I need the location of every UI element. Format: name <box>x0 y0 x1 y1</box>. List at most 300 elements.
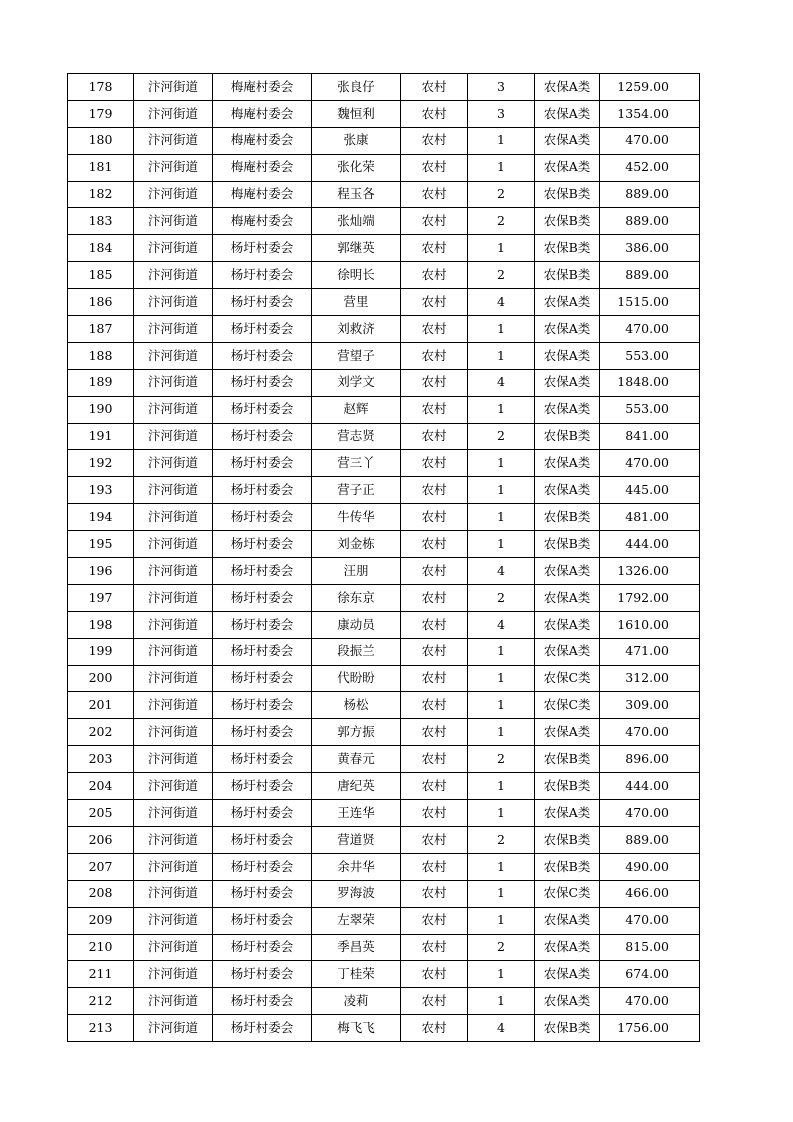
cell-insurance-category: 农保A类 <box>535 800 600 827</box>
cell-name: 张康 <box>312 127 401 154</box>
cell-name: 赵辉 <box>312 396 401 423</box>
cell-serial-no: 204 <box>68 773 134 800</box>
cell-area-type: 农村 <box>401 1015 468 1042</box>
cell-household-size: 1 <box>468 719 535 746</box>
cell-area-type: 农村 <box>401 853 468 880</box>
cell-subdistrict: 汴河街道 <box>134 584 213 611</box>
cell-serial-no: 202 <box>68 719 134 746</box>
cell-serial-no: 198 <box>68 611 134 638</box>
cell-amount: 470.00 <box>600 316 700 343</box>
cell-serial-no: 181 <box>68 154 134 181</box>
cell-name: 营道贤 <box>312 826 401 853</box>
cell-area-type: 农村 <box>401 504 468 531</box>
cell-serial-no: 186 <box>68 289 134 316</box>
table-row <box>68 558 700 585</box>
cell-serial-no: 207 <box>68 853 134 880</box>
data-table <box>67 73 700 1042</box>
cell-serial-no: 213 <box>68 1015 134 1042</box>
cell-amount: 1756.00 <box>600 1015 700 1042</box>
cell-subdistrict: 汴河街道 <box>134 504 213 531</box>
cell-serial-no: 203 <box>68 746 134 773</box>
cell-serial-no: 199 <box>68 638 134 665</box>
cell-village-committee: 杨圩村委会 <box>213 558 312 585</box>
cell-household-size: 4 <box>468 289 535 316</box>
cell-amount: 1610.00 <box>600 611 700 638</box>
cell-amount: 470.00 <box>600 450 700 477</box>
cell-area-type: 农村 <box>401 74 468 101</box>
cell-area-type: 农村 <box>401 127 468 154</box>
cell-household-size: 1 <box>468 665 535 692</box>
cell-village-committee: 杨圩村委会 <box>213 665 312 692</box>
cell-subdistrict: 汴河街道 <box>134 74 213 101</box>
cell-area-type: 农村 <box>401 907 468 934</box>
cell-amount: 445.00 <box>600 477 700 504</box>
cell-insurance-category: 农保C类 <box>535 665 600 692</box>
cell-household-size: 2 <box>468 584 535 611</box>
cell-household-size: 1 <box>468 504 535 531</box>
cell-subdistrict: 汴河街道 <box>134 692 213 719</box>
cell-insurance-category: 农保C类 <box>535 692 600 719</box>
cell-household-size: 1 <box>468 638 535 665</box>
cell-subdistrict: 汴河街道 <box>134 235 213 262</box>
cell-name: 段振兰 <box>312 638 401 665</box>
cell-name: 余井华 <box>312 853 401 880</box>
cell-area-type: 农村 <box>401 692 468 719</box>
cell-area-type: 农村 <box>401 423 468 450</box>
cell-village-committee: 杨圩村委会 <box>213 450 312 477</box>
cell-serial-no: 184 <box>68 235 134 262</box>
cell-insurance-category: 农保A类 <box>535 584 600 611</box>
cell-serial-no: 201 <box>68 692 134 719</box>
cell-area-type: 农村 <box>401 262 468 289</box>
table-row <box>68 665 700 692</box>
cell-household-size: 1 <box>468 907 535 934</box>
cell-household-size: 1 <box>468 800 535 827</box>
cell-subdistrict: 汴河街道 <box>134 853 213 880</box>
cell-household-size: 3 <box>468 74 535 101</box>
cell-subdistrict: 汴河街道 <box>134 369 213 396</box>
cell-village-committee: 杨圩村委会 <box>213 988 312 1015</box>
table-row <box>68 181 700 208</box>
table-row <box>68 961 700 988</box>
table-row <box>68 531 700 558</box>
table-row <box>68 127 700 154</box>
cell-subdistrict: 汴河街道 <box>134 450 213 477</box>
cell-serial-no: 195 <box>68 531 134 558</box>
cell-area-type: 农村 <box>401 665 468 692</box>
cell-serial-no: 192 <box>68 450 134 477</box>
cell-amount: 471.00 <box>600 638 700 665</box>
cell-household-size: 4 <box>468 1015 535 1042</box>
cell-area-type: 农村 <box>401 369 468 396</box>
cell-area-type: 农村 <box>401 316 468 343</box>
cell-amount: 896.00 <box>600 746 700 773</box>
cell-insurance-category: 农保B类 <box>535 235 600 262</box>
table-row <box>68 1015 700 1042</box>
cell-insurance-category: 农保A类 <box>535 369 600 396</box>
cell-insurance-category: 农保A类 <box>535 558 600 585</box>
cell-subdistrict: 汴河街道 <box>134 746 213 773</box>
table-row <box>68 100 700 127</box>
cell-village-committee: 梅庵村委会 <box>213 127 312 154</box>
cell-insurance-category: 农保A类 <box>535 289 600 316</box>
cell-amount: 481.00 <box>600 504 700 531</box>
cell-insurance-category: 农保A类 <box>535 988 600 1015</box>
table-row <box>68 208 700 235</box>
cell-serial-no: 178 <box>68 74 134 101</box>
cell-subdistrict: 汴河街道 <box>134 907 213 934</box>
cell-subdistrict: 汴河街道 <box>134 208 213 235</box>
cell-serial-no: 206 <box>68 826 134 853</box>
cell-amount: 1326.00 <box>600 558 700 585</box>
cell-subdistrict: 汴河街道 <box>134 1015 213 1042</box>
cell-insurance-category: 农保A类 <box>535 316 600 343</box>
cell-insurance-category: 农保B类 <box>535 262 600 289</box>
cell-household-size: 2 <box>468 181 535 208</box>
cell-amount: 815.00 <box>600 934 700 961</box>
cell-area-type: 农村 <box>401 934 468 961</box>
cell-name: 郭继英 <box>312 235 401 262</box>
cell-insurance-category: 农保B类 <box>535 773 600 800</box>
cell-name: 魏恒利 <box>312 100 401 127</box>
cell-amount: 889.00 <box>600 262 700 289</box>
cell-insurance-category: 农保A类 <box>535 638 600 665</box>
cell-amount: 444.00 <box>600 773 700 800</box>
cell-area-type: 农村 <box>401 100 468 127</box>
cell-insurance-category: 农保B类 <box>535 504 600 531</box>
cell-household-size: 1 <box>468 773 535 800</box>
cell-insurance-category: 农保C类 <box>535 880 600 907</box>
cell-serial-no: 211 <box>68 961 134 988</box>
cell-insurance-category: 农保A类 <box>535 934 600 961</box>
cell-amount: 470.00 <box>600 127 700 154</box>
cell-household-size: 1 <box>468 316 535 343</box>
cell-household-size: 2 <box>468 826 535 853</box>
cell-name: 张灿端 <box>312 208 401 235</box>
cell-insurance-category: 农保A类 <box>535 127 600 154</box>
cell-household-size: 1 <box>468 450 535 477</box>
cell-area-type: 农村 <box>401 342 468 369</box>
cell-serial-no: 180 <box>68 127 134 154</box>
cell-insurance-category: 农保B类 <box>535 826 600 853</box>
table-row <box>68 504 700 531</box>
cell-amount: 553.00 <box>600 396 700 423</box>
cell-name: 梅飞飞 <box>312 1015 401 1042</box>
cell-serial-no: 197 <box>68 584 134 611</box>
cell-area-type: 农村 <box>401 477 468 504</box>
cell-village-committee: 梅庵村委会 <box>213 74 312 101</box>
cell-amount: 1354.00 <box>600 100 700 127</box>
cell-village-committee: 杨圩村委会 <box>213 504 312 531</box>
table-row <box>68 235 700 262</box>
cell-subdistrict: 汴河街道 <box>134 396 213 423</box>
cell-insurance-category: 农保A类 <box>535 154 600 181</box>
table-row <box>68 477 700 504</box>
cell-household-size: 1 <box>468 853 535 880</box>
table-row <box>68 584 700 611</box>
table-row <box>68 611 700 638</box>
cell-insurance-category: 农保B类 <box>535 853 600 880</box>
cell-name: 营望子 <box>312 342 401 369</box>
cell-name: 营子正 <box>312 477 401 504</box>
cell-serial-no: 191 <box>68 423 134 450</box>
cell-area-type: 农村 <box>401 611 468 638</box>
cell-serial-no: 189 <box>68 369 134 396</box>
cell-household-size: 1 <box>468 154 535 181</box>
table-row <box>68 773 700 800</box>
cell-subdistrict: 汴河街道 <box>134 531 213 558</box>
cell-insurance-category: 农保A类 <box>535 450 600 477</box>
table-row <box>68 638 700 665</box>
cell-serial-no: 212 <box>68 988 134 1015</box>
cell-insurance-category: 农保B类 <box>535 1015 600 1042</box>
cell-subdistrict: 汴河街道 <box>134 154 213 181</box>
cell-household-size: 1 <box>468 880 535 907</box>
cell-household-size: 1 <box>468 961 535 988</box>
cell-household-size: 3 <box>468 100 535 127</box>
cell-household-size: 2 <box>468 746 535 773</box>
cell-area-type: 农村 <box>401 396 468 423</box>
cell-area-type: 农村 <box>401 235 468 262</box>
cell-amount: 312.00 <box>600 665 700 692</box>
cell-amount: 309.00 <box>600 692 700 719</box>
cell-household-size: 1 <box>468 531 535 558</box>
table-row <box>68 719 700 746</box>
cell-subdistrict: 汴河街道 <box>134 181 213 208</box>
cell-insurance-category: 农保A类 <box>535 907 600 934</box>
cell-village-committee: 杨圩村委会 <box>213 531 312 558</box>
cell-name: 代盼盼 <box>312 665 401 692</box>
cell-village-committee: 杨圩村委会 <box>213 961 312 988</box>
cell-serial-no: 190 <box>68 396 134 423</box>
cell-subdistrict: 汴河街道 <box>134 934 213 961</box>
cell-serial-no: 187 <box>68 316 134 343</box>
cell-village-committee: 杨圩村委会 <box>213 477 312 504</box>
cell-household-size: 1 <box>468 477 535 504</box>
cell-area-type: 农村 <box>401 450 468 477</box>
cell-name: 程玉各 <box>312 181 401 208</box>
table-row <box>68 800 700 827</box>
cell-area-type: 农村 <box>401 181 468 208</box>
cell-name: 营里 <box>312 289 401 316</box>
cell-area-type: 农村 <box>401 800 468 827</box>
cell-village-committee: 杨圩村委会 <box>213 773 312 800</box>
cell-amount: 674.00 <box>600 961 700 988</box>
cell-serial-no: 188 <box>68 342 134 369</box>
cell-subdistrict: 汴河街道 <box>134 826 213 853</box>
cell-insurance-category: 农保A类 <box>535 611 600 638</box>
cell-amount: 386.00 <box>600 235 700 262</box>
cell-insurance-category: 农保B类 <box>535 531 600 558</box>
cell-name: 徐明长 <box>312 262 401 289</box>
cell-insurance-category: 农保A类 <box>535 396 600 423</box>
cell-village-committee: 杨圩村委会 <box>213 746 312 773</box>
cell-area-type: 农村 <box>401 719 468 746</box>
cell-village-committee: 杨圩村委会 <box>213 907 312 934</box>
cell-serial-no: 205 <box>68 800 134 827</box>
cell-amount: 889.00 <box>600 826 700 853</box>
table-row <box>68 988 700 1015</box>
cell-area-type: 农村 <box>401 773 468 800</box>
table-row <box>68 907 700 934</box>
table-row <box>68 396 700 423</box>
cell-name: 唐纪英 <box>312 773 401 800</box>
table-row <box>68 826 700 853</box>
cell-village-committee: 杨圩村委会 <box>213 638 312 665</box>
cell-village-committee: 杨圩村委会 <box>213 692 312 719</box>
cell-amount: 452.00 <box>600 154 700 181</box>
cell-area-type: 农村 <box>401 154 468 181</box>
cell-household-size: 1 <box>468 988 535 1015</box>
cell-village-committee: 杨圩村委会 <box>213 880 312 907</box>
cell-name: 徐东京 <box>312 584 401 611</box>
cell-household-size: 4 <box>468 369 535 396</box>
cell-subdistrict: 汴河街道 <box>134 638 213 665</box>
table-row <box>68 316 700 343</box>
cell-insurance-category: 农保B类 <box>535 208 600 235</box>
cell-village-committee: 杨圩村委会 <box>213 719 312 746</box>
cell-village-committee: 杨圩村委会 <box>213 316 312 343</box>
cell-name: 左翠荣 <box>312 907 401 934</box>
cell-subdistrict: 汴河街道 <box>134 342 213 369</box>
cell-village-committee: 梅庵村委会 <box>213 181 312 208</box>
cell-amount: 1848.00 <box>600 369 700 396</box>
cell-village-committee: 杨圩村委会 <box>213 934 312 961</box>
cell-area-type: 农村 <box>401 961 468 988</box>
cell-insurance-category: 农保A类 <box>535 477 600 504</box>
cell-name: 王连华 <box>312 800 401 827</box>
cell-village-committee: 杨圩村委会 <box>213 369 312 396</box>
cell-household-size: 1 <box>468 342 535 369</box>
cell-subdistrict: 汴河街道 <box>134 316 213 343</box>
cell-subdistrict: 汴河街道 <box>134 773 213 800</box>
cell-village-committee: 杨圩村委会 <box>213 800 312 827</box>
cell-serial-no: 208 <box>68 880 134 907</box>
cell-name: 丁桂荣 <box>312 961 401 988</box>
cell-household-size: 4 <box>468 558 535 585</box>
cell-subdistrict: 汴河街道 <box>134 880 213 907</box>
cell-household-size: 2 <box>468 423 535 450</box>
cell-household-size: 1 <box>468 692 535 719</box>
cell-serial-no: 179 <box>68 100 134 127</box>
cell-area-type: 农村 <box>401 558 468 585</box>
cell-insurance-category: 农保B类 <box>535 181 600 208</box>
cell-amount: 889.00 <box>600 181 700 208</box>
table-row <box>68 746 700 773</box>
cell-amount: 470.00 <box>600 719 700 746</box>
cell-household-size: 2 <box>468 208 535 235</box>
cell-serial-no: 182 <box>68 181 134 208</box>
cell-subdistrict: 汴河街道 <box>134 289 213 316</box>
cell-name: 刘救济 <box>312 316 401 343</box>
cell-village-committee: 杨圩村委会 <box>213 342 312 369</box>
cell-insurance-category: 农保A类 <box>535 342 600 369</box>
cell-amount: 841.00 <box>600 423 700 450</box>
table-row <box>68 692 700 719</box>
cell-village-committee: 杨圩村委会 <box>213 423 312 450</box>
cell-insurance-category: 农保A类 <box>535 961 600 988</box>
cell-name: 刘学文 <box>312 369 401 396</box>
cell-village-committee: 杨圩村委会 <box>213 611 312 638</box>
cell-area-type: 农村 <box>401 638 468 665</box>
cell-area-type: 农村 <box>401 880 468 907</box>
cell-subdistrict: 汴河街道 <box>134 262 213 289</box>
cell-amount: 470.00 <box>600 988 700 1015</box>
cell-serial-no: 200 <box>68 665 134 692</box>
cell-name: 罗海波 <box>312 880 401 907</box>
table-row <box>68 423 700 450</box>
cell-name: 营志贤 <box>312 423 401 450</box>
cell-serial-no: 196 <box>68 558 134 585</box>
table-row <box>68 74 700 101</box>
cell-household-size: 1 <box>468 396 535 423</box>
table-row <box>68 880 700 907</box>
cell-amount: 553.00 <box>600 342 700 369</box>
cell-amount: 466.00 <box>600 880 700 907</box>
cell-household-size: 1 <box>468 127 535 154</box>
cell-name: 季昌英 <box>312 934 401 961</box>
cell-village-committee: 杨圩村委会 <box>213 396 312 423</box>
cell-name: 刘金栋 <box>312 531 401 558</box>
cell-amount: 1792.00 <box>600 584 700 611</box>
cell-subdistrict: 汴河街道 <box>134 988 213 1015</box>
cell-area-type: 农村 <box>401 531 468 558</box>
cell-subdistrict: 汴河街道 <box>134 127 213 154</box>
cell-household-size: 1 <box>468 235 535 262</box>
cell-insurance-category: 农保A类 <box>535 74 600 101</box>
cell-area-type: 农村 <box>401 208 468 235</box>
table-row <box>68 289 700 316</box>
table-row <box>68 853 700 880</box>
cell-amount: 889.00 <box>600 208 700 235</box>
cell-name: 张化荣 <box>312 154 401 181</box>
cell-insurance-category: 农保B类 <box>535 746 600 773</box>
cell-subdistrict: 汴河街道 <box>134 800 213 827</box>
table-row <box>68 262 700 289</box>
cell-amount: 470.00 <box>600 800 700 827</box>
cell-serial-no: 210 <box>68 934 134 961</box>
cell-serial-no: 194 <box>68 504 134 531</box>
cell-amount: 470.00 <box>600 907 700 934</box>
table-row <box>68 342 700 369</box>
cell-serial-no: 193 <box>68 477 134 504</box>
cell-subdistrict: 汴河街道 <box>134 665 213 692</box>
cell-household-size: 2 <box>468 262 535 289</box>
cell-name: 杨松 <box>312 692 401 719</box>
cell-name: 张良仔 <box>312 74 401 101</box>
cell-insurance-category: 农保A类 <box>535 719 600 746</box>
cell-village-committee: 梅庵村委会 <box>213 100 312 127</box>
cell-area-type: 农村 <box>401 289 468 316</box>
cell-serial-no: 183 <box>68 208 134 235</box>
cell-serial-no: 209 <box>68 907 134 934</box>
cell-subdistrict: 汴河街道 <box>134 423 213 450</box>
cell-village-committee: 杨圩村委会 <box>213 262 312 289</box>
cell-name: 营三丫 <box>312 450 401 477</box>
cell-subdistrict: 汴河街道 <box>134 611 213 638</box>
cell-subdistrict: 汴河街道 <box>134 719 213 746</box>
cell-village-committee: 杨圩村委会 <box>213 584 312 611</box>
cell-subdistrict: 汴河街道 <box>134 961 213 988</box>
cell-name: 康动员 <box>312 611 401 638</box>
cell-subdistrict: 汴河街道 <box>134 100 213 127</box>
cell-village-committee: 杨圩村委会 <box>213 826 312 853</box>
cell-household-size: 4 <box>468 611 535 638</box>
cell-name: 郭方振 <box>312 719 401 746</box>
cell-village-committee: 杨圩村委会 <box>213 1015 312 1042</box>
table-row <box>68 934 700 961</box>
cell-amount: 444.00 <box>600 531 700 558</box>
